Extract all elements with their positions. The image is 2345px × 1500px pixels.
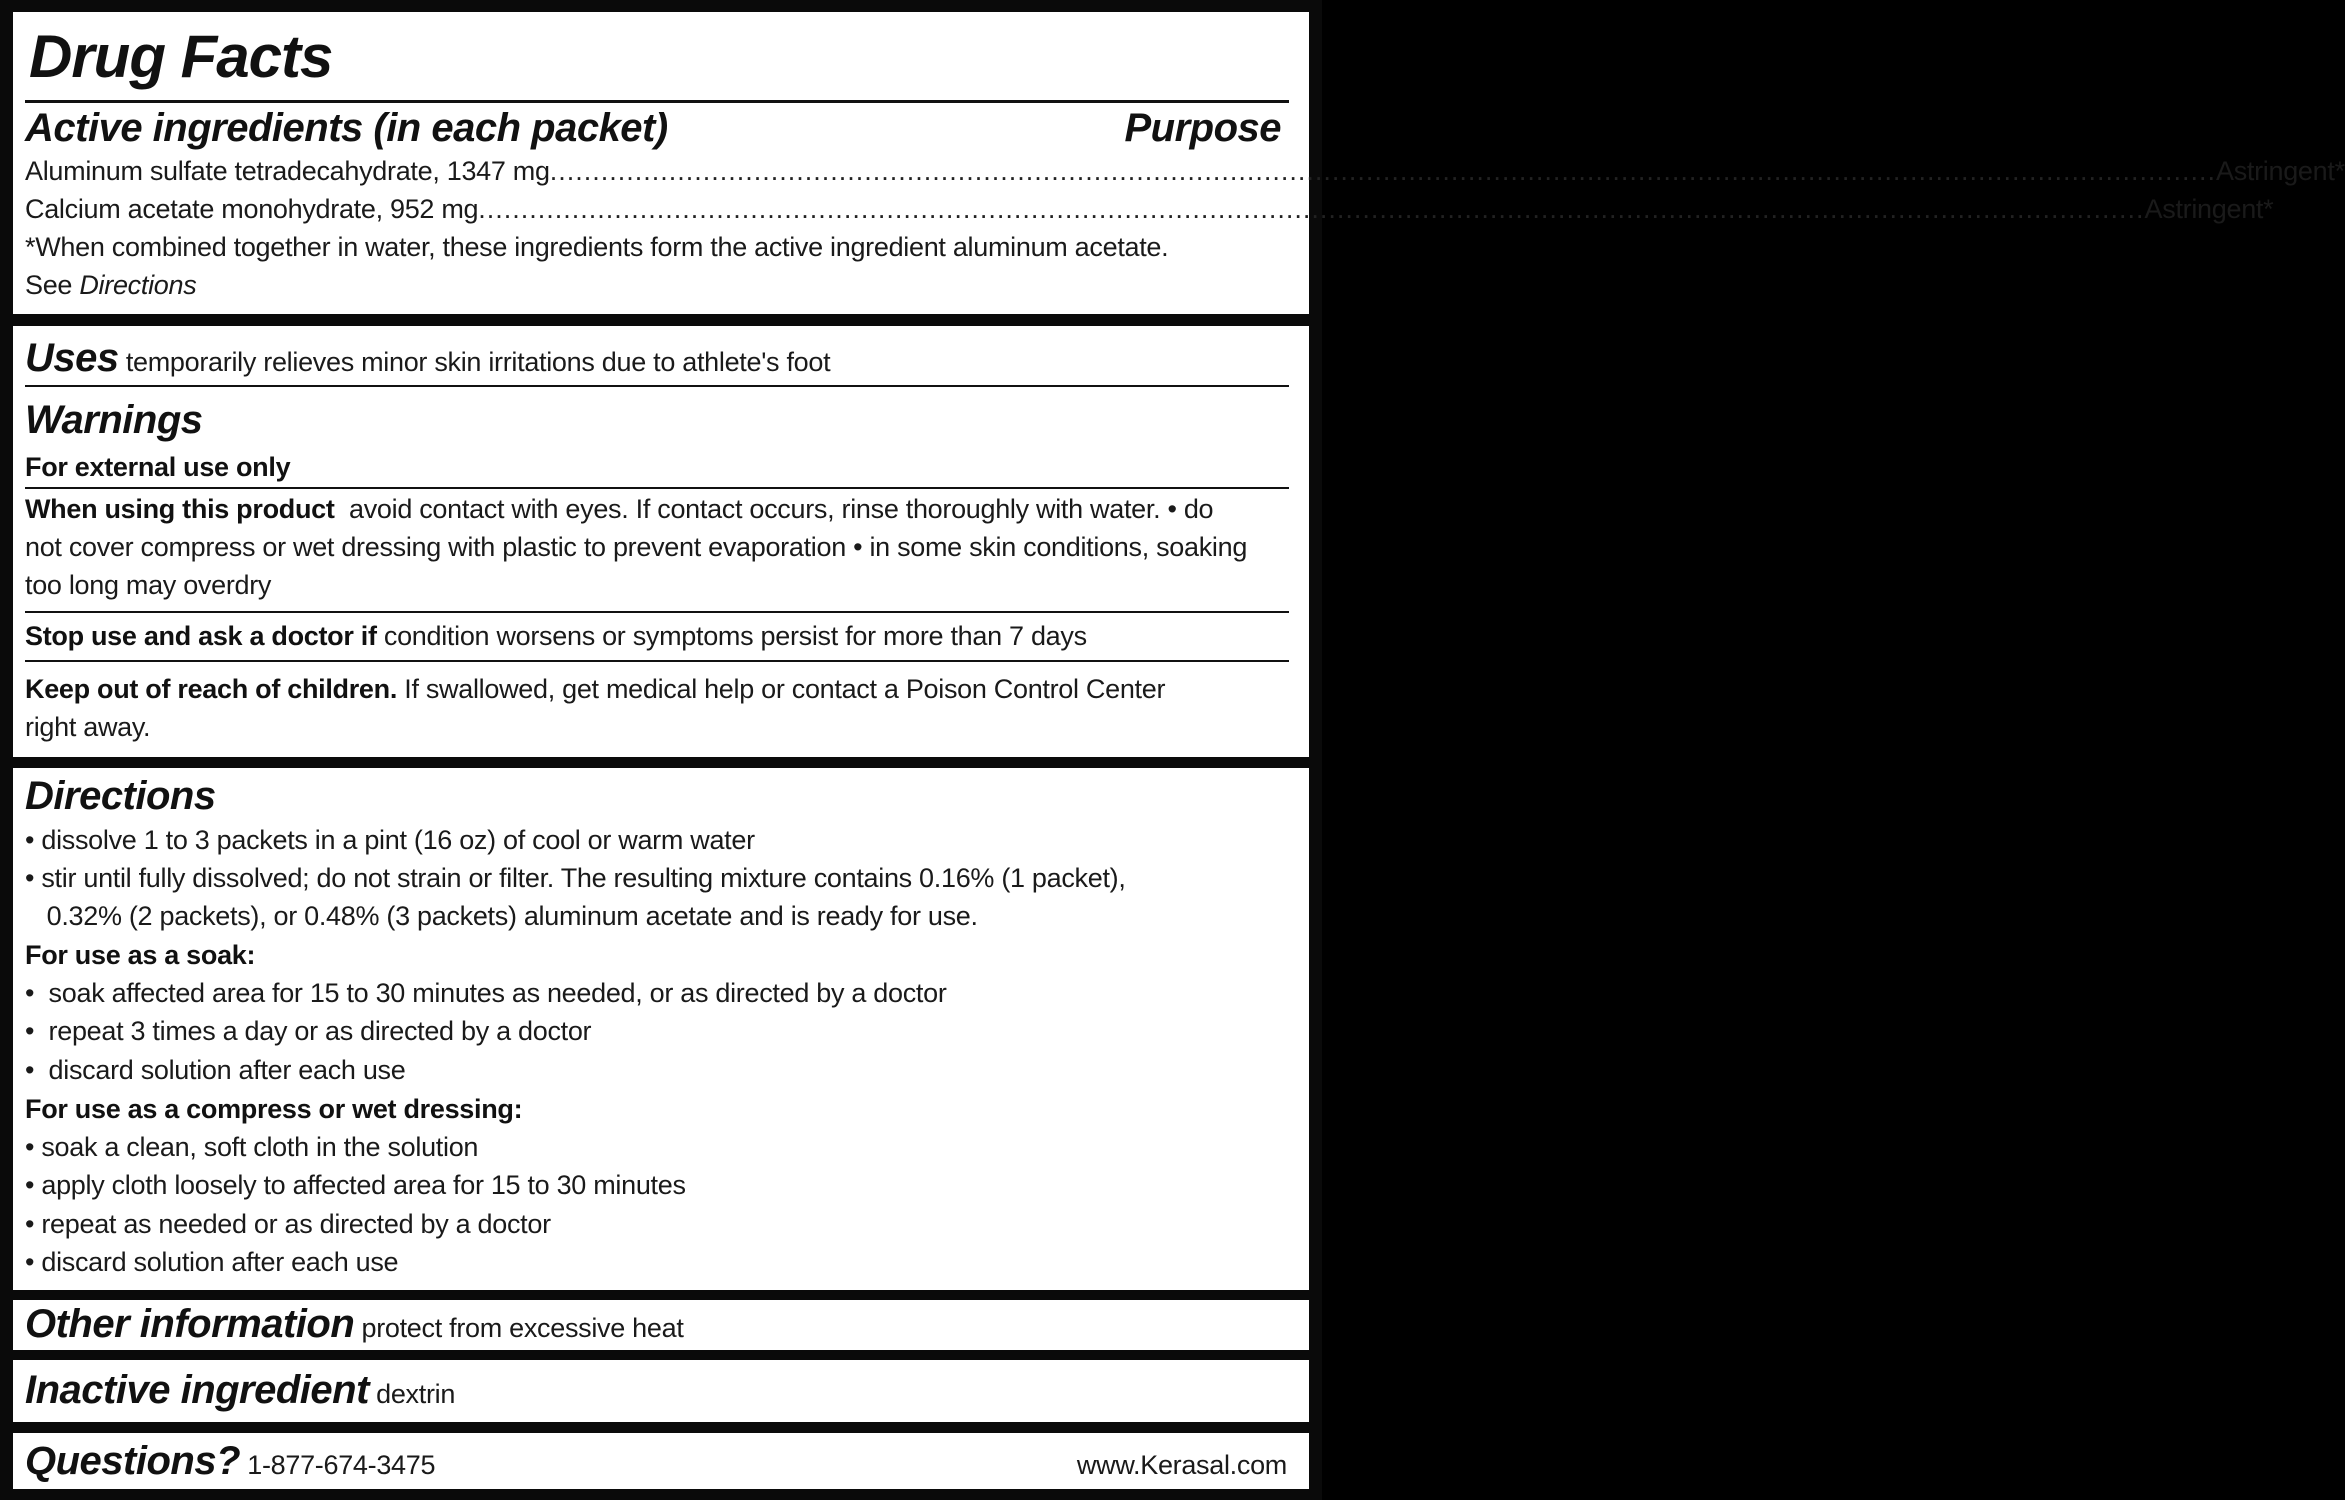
see-directions xyxy=(25,266,196,304)
stop-use-section xyxy=(25,617,1087,655)
see-directions-link: Directions xyxy=(79,270,197,300)
ingredient-purpose: Astringent* xyxy=(2144,194,2274,224)
other-information-box xyxy=(13,1300,1309,1350)
keep-out-line-2: right away. xyxy=(25,712,151,742)
when-using-line-2: not cover compress or wet dressing with plastic to prevent evaporation • in some skin conditions, soaking xyxy=(25,532,1248,562)
warnings-heading: Warnings xyxy=(25,398,203,442)
other-information-section xyxy=(25,1302,684,1350)
compress-item: • discard solution after each use xyxy=(25,1247,399,1277)
other-information-heading: Other information xyxy=(25,1302,355,1346)
website-link[interactable]: www.Kerasal.com xyxy=(1076,1450,1287,1480)
soak-heading: For use as a soak: xyxy=(25,940,256,970)
questions-heading: Questions? xyxy=(25,1439,241,1483)
stop-use-heading: Stop use and ask a doctor if xyxy=(25,621,377,651)
keep-out-heading: Keep out of reach of children. xyxy=(25,674,398,704)
uses-section xyxy=(25,336,830,384)
soak-item: • soak affected area for 15 to 30 minutes as needed, or as directed by a doctor xyxy=(25,978,947,1008)
leader-dots: .................................................................................................................................................................................................... xyxy=(478,194,2145,224)
ingredient-row xyxy=(25,190,2274,228)
uses-rule xyxy=(25,385,1289,387)
inactive-ingredient-heading: Inactive ingredient xyxy=(25,1368,369,1412)
other-information-text: protect from excessive heat xyxy=(361,1313,684,1343)
active-ingredients-heading: Active ingredients (in each packet) xyxy=(25,106,668,150)
uses-text: temporarily relieves minor skin irritations due to athlete's foot xyxy=(125,347,831,377)
stop-use-rule xyxy=(25,660,1289,662)
when-using-line-3: too long may overdry xyxy=(25,570,272,600)
active-ingredients-box xyxy=(13,12,2345,314)
keep-out-line-1 xyxy=(25,670,1165,708)
questions-phone: 1-877-674-3475 xyxy=(247,1450,436,1480)
compress-item: • repeat as needed or as directed by a doctor xyxy=(25,1209,551,1239)
see-prefix: See xyxy=(25,270,73,300)
directions-heading: Directions xyxy=(25,774,216,818)
ingredient-name: Calcium acetate monohydrate, 952 mg xyxy=(25,194,479,224)
compress-item: • apply cloth loosely to affected area for 15 to 30 minutes xyxy=(25,1170,686,1200)
when-using-rule xyxy=(25,611,1289,613)
directions-box xyxy=(13,768,1309,1290)
compress-heading: For use as a compress or wet dressing: xyxy=(25,1094,523,1124)
inactive-ingredient-text: dextrin xyxy=(376,1379,456,1409)
inactive-ingredient-section xyxy=(25,1368,455,1416)
soak-item: • repeat 3 times a day or as directed by a doctor xyxy=(25,1016,592,1046)
ingredient-row xyxy=(25,152,2345,190)
uses-warnings-box xyxy=(13,326,1309,757)
inactive-ingredient-box xyxy=(13,1360,1309,1422)
uses-heading: Uses xyxy=(25,336,119,380)
ingredient-purpose: Astringent* xyxy=(2216,156,2345,186)
compress-item: • soak a clean, soft cloth in the solution xyxy=(25,1132,479,1162)
questions-section xyxy=(25,1439,435,1487)
when-using-text: avoid contact with eyes. If contact occurs, rinse thoroughly with water. • do xyxy=(348,494,1214,524)
external-use-text: For external use only xyxy=(25,452,291,482)
warnings-rule xyxy=(25,487,1289,489)
soak-item: • discard solution after each use xyxy=(25,1055,406,1085)
directions-item: • stir until fully dissolved; do not strain or filter. The resulting mixture contains 0.16% (1 packet), xyxy=(25,863,1126,893)
directions-item: 0.32% (2 packets), or 0.48% (3 packets) aluminum acetate and is ready for use. xyxy=(25,901,978,931)
when-using-heading: When using this product xyxy=(25,494,335,524)
keep-out-text: If swallowed, get medical help or contact a Poison Control Center xyxy=(404,674,1166,704)
when-using-line-1 xyxy=(25,490,1213,528)
active-footnote: *When combined together in water, these ingredients form the active ingredient aluminum acetate. xyxy=(25,232,1169,262)
purpose-heading: Purpose xyxy=(1124,106,1281,150)
questions-box xyxy=(13,1433,1309,1489)
stop-use-text: condition worsens or symptoms persist for more than 7 days xyxy=(383,621,1087,651)
title-rule xyxy=(25,100,1289,103)
page-title: Drug Facts xyxy=(29,23,333,90)
ingredient-name: Aluminum sulfate tetradecahydrate, 1347 mg xyxy=(25,156,550,186)
leader-dots: .................................................................................................................................................................................................... xyxy=(549,156,2216,186)
directions-item: • dissolve 1 to 3 packets in a pint (16 oz) of cool or warm water xyxy=(25,825,755,855)
